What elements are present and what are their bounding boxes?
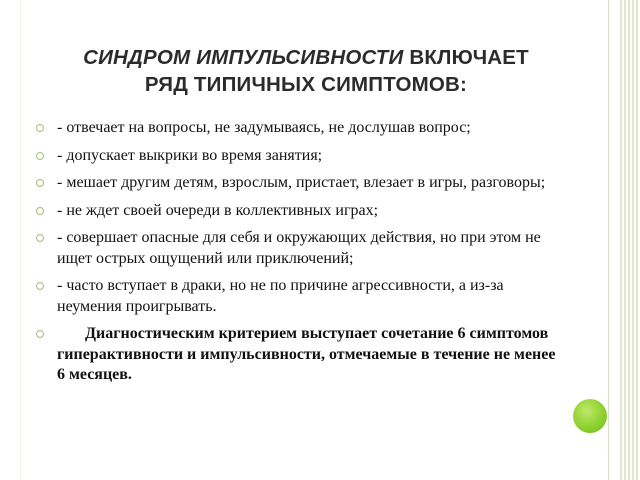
title-rest-part: ВКЛЮЧАЕТ xyxy=(403,46,529,69)
green-circle-icon xyxy=(573,399,607,433)
list-item-text: - совершает опасные для себя и окружающих действия, но при этом не ищет острых ощущений или приключений; xyxy=(57,229,541,267)
list-item-text: - отвечает на вопросы, не задумываясь, не дослушав вопрос; xyxy=(57,119,471,136)
bullet-icon xyxy=(36,179,44,187)
list-item xyxy=(36,201,556,222)
title-line-2: РЯД ТИПИЧНЫХ СИМПТОМОВ: xyxy=(144,73,468,96)
bullet-icon xyxy=(36,207,44,215)
list-item-text: - мешает другим детям, взрослым, пристает, влезает в игры, разговоры; xyxy=(57,174,546,191)
list-item-text: - часто вступает в драки, но не по причине агрессивности, а из-за неумения проигрывать. xyxy=(57,277,504,315)
left-frame-line xyxy=(20,0,21,480)
list-item-text: - не ждет своей очереди в коллективных играх; xyxy=(57,201,379,219)
list-item xyxy=(36,276,556,317)
bullet-icon xyxy=(36,152,44,160)
list-item-text: - допускает выкрики во время занятия; xyxy=(57,146,323,164)
list-item-text: Диагностическим критерием выступает сочетание 6 симптомов гиперактивности и импульсивности, отмечаемые в течение не менее 6 месяцев. xyxy=(57,325,556,383)
bullet-icon xyxy=(36,234,44,242)
list-item xyxy=(36,228,556,269)
list-item xyxy=(36,146,556,167)
list-item xyxy=(36,173,556,194)
list-item xyxy=(36,118,556,139)
slide-title xyxy=(28,44,584,98)
title-italic-part: СИНДРОМ ИМПУЛЬСИВНОСТИ xyxy=(83,46,404,69)
decorative-stripes xyxy=(618,0,640,480)
bullet-icon xyxy=(36,330,44,338)
bullet-icon xyxy=(36,282,44,290)
right-frame-line xyxy=(608,0,609,480)
list-item-criterion xyxy=(36,324,556,386)
symptom-list xyxy=(36,118,556,393)
bullet-icon xyxy=(36,124,44,132)
